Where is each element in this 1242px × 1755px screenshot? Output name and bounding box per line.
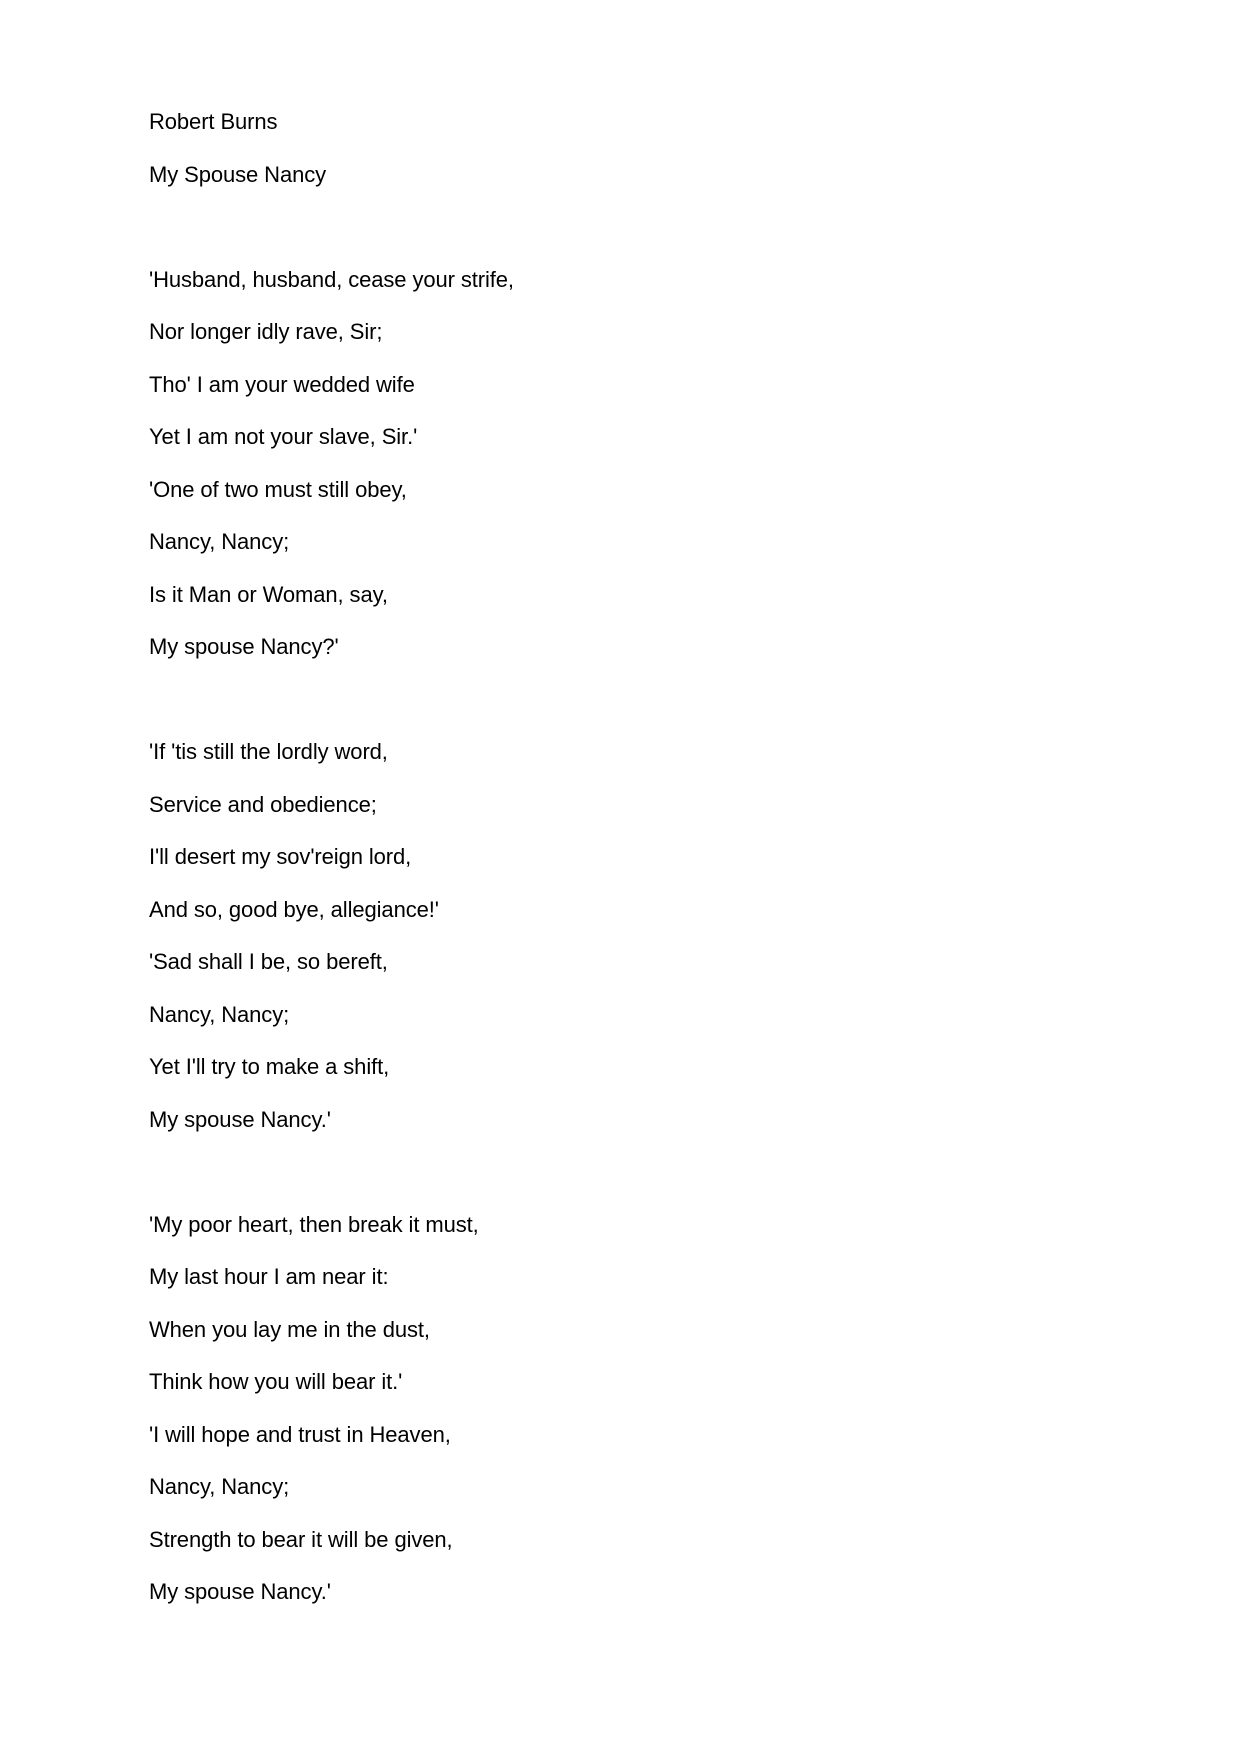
poem-line: When you lay me in the dust, (149, 1316, 430, 1342)
poem-line: 'One of two must still obey, (149, 476, 407, 502)
stanza-gap (149, 687, 1109, 740)
stanza-gap (149, 214, 1109, 267)
poem-line: 'My poor heart, then break it must, (149, 1211, 479, 1237)
stanza-1 (149, 267, 1109, 661)
poem-line: Is it Man or Woman, say, (149, 581, 388, 607)
poem-author: Robert Burns (149, 109, 278, 134)
poem-line: Nancy, Nancy; (149, 1001, 290, 1027)
poem-line: Nor longer idly rave, Sir; (149, 319, 383, 344)
poem-title: My Spouse Nancy (149, 161, 327, 187)
poem-line: Strength to bear it will be given, (149, 1526, 453, 1552)
poem-line: My spouse Nancy?' (149, 634, 339, 659)
stanza-2 (149, 739, 1109, 1133)
poem-line: Nancy, Nancy; (149, 1474, 290, 1499)
poem-line: I'll desert my sov'reign lord, (149, 844, 412, 869)
poem-body (149, 109, 1109, 1632)
poem-line: Yet I'll try to make a shift, (149, 1054, 390, 1079)
poem-line: Think how you will bear it.' (149, 1369, 403, 1394)
poem-line: 'I will hope and trust in Heaven, (149, 1421, 451, 1447)
stanza-gap (149, 1159, 1109, 1212)
poem-line: Tho' I am your wedded wife (149, 371, 415, 397)
poem-line: And so, good bye, allegiance!' (149, 896, 439, 922)
stanza-3 (149, 1212, 1109, 1606)
poem-line: Yet I am not your slave, Sir.' (149, 424, 418, 449)
poem-line: 'If 'tis still the lordly word, (149, 739, 388, 764)
poem-line: 'Husband, husband, cease your strife, (149, 266, 514, 292)
poem-line: Service and obedience; (149, 791, 377, 817)
poem-line: Nancy, Nancy; (149, 529, 290, 554)
poem-line: 'Sad shall I be, so bereft, (149, 949, 388, 974)
poem-line: My last hour I am near it: (149, 1264, 389, 1289)
poem-line: My spouse Nancy.' (149, 1579, 331, 1604)
poem-line: My spouse Nancy.' (149, 1106, 331, 1132)
